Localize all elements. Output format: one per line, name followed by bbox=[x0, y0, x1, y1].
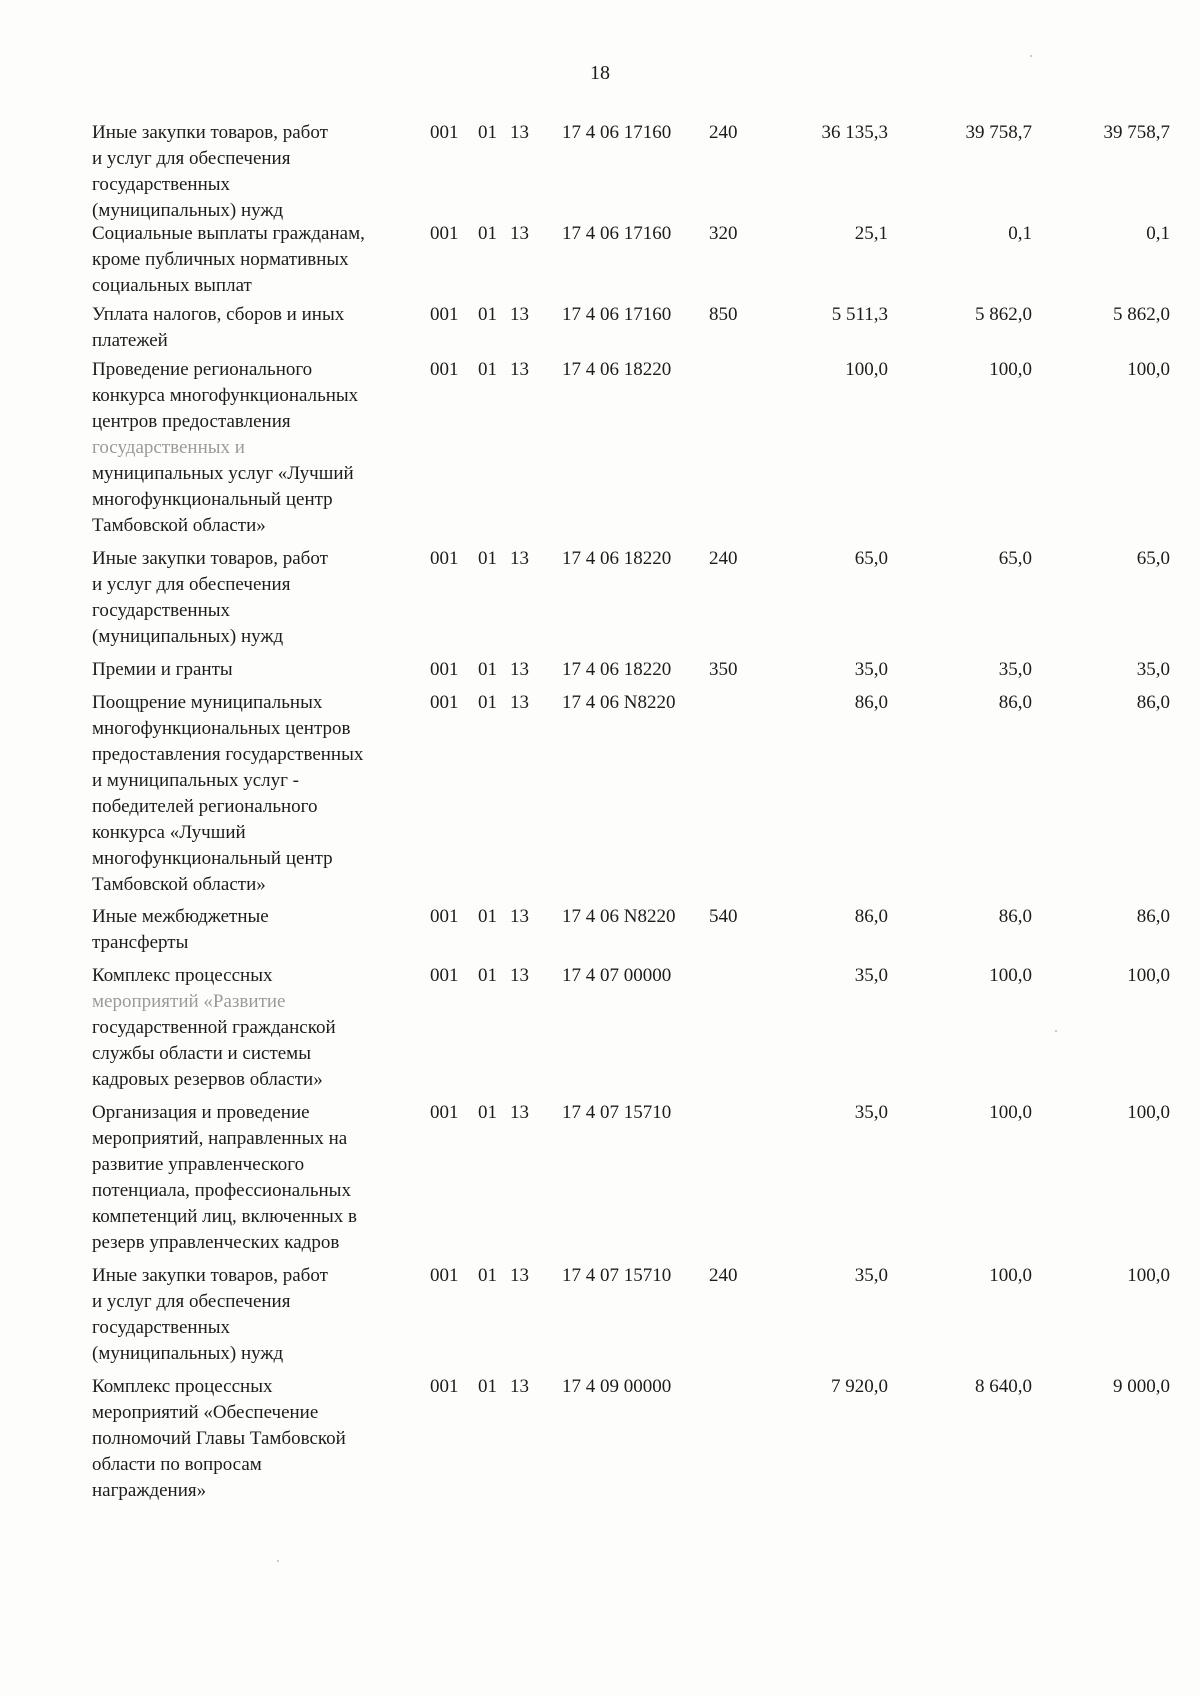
target-article-code: 17 4 06 18220 bbox=[562, 359, 672, 380]
row-name-line: многофункциональный центр bbox=[92, 489, 333, 510]
expense-type-code: 540 bbox=[709, 906, 738, 927]
section-code: 01 bbox=[478, 1265, 497, 1286]
amount-year-3: 100,0 bbox=[1127, 1102, 1170, 1123]
table-row bbox=[0, 963, 1200, 1100]
ved-code: 001 bbox=[430, 906, 459, 927]
target-article-code: 17 4 06 18220 bbox=[562, 548, 672, 569]
budget-table bbox=[0, 120, 1200, 1510]
amount-year-2: 5 862,0 bbox=[975, 304, 1032, 325]
amount-year-2: 100,0 bbox=[989, 1102, 1032, 1123]
row-name-line: области по вопросам bbox=[92, 1454, 262, 1475]
table-row bbox=[0, 546, 1200, 657]
row-name-line: и муниципальных услуг - bbox=[92, 770, 299, 791]
target-article-code: 17 4 06 17160 bbox=[562, 122, 672, 143]
amount-year-1: 35,0 bbox=[854, 1102, 888, 1123]
scan-speck bbox=[277, 1560, 279, 1562]
amount-year-2: 39 758,7 bbox=[965, 122, 1032, 143]
amount-year-3: 86,0 bbox=[1136, 692, 1170, 713]
section-code: 01 bbox=[478, 692, 497, 713]
amount-year-1: 65,0 bbox=[854, 548, 888, 569]
amount-year-1: 35,0 bbox=[854, 965, 888, 986]
amount-year-3: 65,0 bbox=[1136, 548, 1170, 569]
table-row bbox=[0, 690, 1200, 904]
row-name-cell bbox=[92, 1374, 422, 1504]
amount-year-2: 100,0 bbox=[989, 1265, 1032, 1286]
row-name-cell bbox=[92, 120, 422, 224]
amount-year-2: 65,0 bbox=[998, 548, 1032, 569]
amount-year-1: 36 135,3 bbox=[821, 122, 888, 143]
ved-code: 001 bbox=[430, 304, 459, 325]
subsection-code: 13 bbox=[510, 122, 529, 143]
row-name-cell bbox=[92, 690, 422, 898]
row-name-line: государственных bbox=[92, 1317, 231, 1338]
target-article-code: 17 4 06 N8220 bbox=[562, 906, 676, 927]
row-name-cell bbox=[92, 657, 422, 683]
subsection-code: 13 bbox=[510, 659, 529, 680]
amount-year-1: 35,0 bbox=[854, 659, 888, 680]
subsection-code: 13 bbox=[510, 906, 529, 927]
row-name-line: Проведение регионального bbox=[92, 359, 313, 380]
subsection-code: 13 bbox=[510, 548, 529, 569]
ved-code: 001 bbox=[430, 359, 459, 380]
amount-year-1: 7 920,0 bbox=[831, 1376, 888, 1397]
amount-year-2: 100,0 bbox=[989, 965, 1032, 986]
row-name-line: потенциала, профессиональных bbox=[92, 1180, 351, 1201]
row-name-line: Комплекс процессных bbox=[92, 965, 273, 986]
expense-type-code: 350 bbox=[709, 659, 738, 680]
row-name-line: (муниципальных) нужд bbox=[92, 1343, 284, 1364]
ved-code: 001 bbox=[430, 548, 459, 569]
row-name-line: полномочий Главы Тамбовской bbox=[92, 1428, 346, 1449]
amount-year-2: 86,0 bbox=[998, 906, 1032, 927]
ved-code: 001 bbox=[430, 223, 459, 244]
row-name-line: Поощрение муниципальных bbox=[92, 692, 323, 713]
amount-year-1: 25,1 bbox=[854, 223, 888, 244]
row-name-line: Иные закупки товаров, работ bbox=[92, 122, 328, 143]
row-name-line: конкурса «Лучший bbox=[92, 822, 246, 843]
row-name-line: и услуг для обеспечения bbox=[92, 574, 291, 595]
row-name-line: мероприятий «Развитие bbox=[92, 991, 286, 1012]
amount-year-1: 5 511,3 bbox=[831, 304, 888, 325]
target-article-code: 17 4 07 15710 bbox=[562, 1102, 672, 1123]
row-name-line: конкурса многофункциональных bbox=[92, 385, 359, 406]
row-name-line: многофункциональных центров bbox=[92, 718, 351, 739]
row-name-line: Премии и гранты bbox=[92, 659, 233, 680]
row-name-line: Иные закупки товаров, работ bbox=[92, 548, 328, 569]
row-name-cell bbox=[92, 963, 422, 1093]
row-name-line: Уплата налогов, сборов и иных bbox=[92, 304, 345, 325]
row-name-cell bbox=[92, 1100, 422, 1256]
section-code: 01 bbox=[478, 906, 497, 927]
amount-year-3: 9 000,0 bbox=[1113, 1376, 1170, 1397]
subsection-code: 13 bbox=[510, 359, 529, 380]
row-name-cell bbox=[92, 904, 422, 956]
table-row bbox=[0, 120, 1200, 221]
scan-speck bbox=[1055, 1030, 1057, 1032]
row-name-line: (муниципальных) нужд bbox=[92, 200, 284, 221]
row-name-line: государственной гражданской bbox=[92, 1017, 336, 1038]
row-name-line: муниципальных услуг «Лучший bbox=[92, 463, 354, 484]
row-name-line: Иные закупки товаров, работ bbox=[92, 1265, 328, 1286]
page-number: 18 bbox=[590, 62, 610, 84]
row-name-line: Организация и проведение bbox=[92, 1102, 310, 1123]
target-article-code: 17 4 07 15710 bbox=[562, 1265, 672, 1286]
scan-speck bbox=[1030, 55, 1032, 57]
amount-year-3: 100,0 bbox=[1127, 1265, 1170, 1286]
row-name-line: (муниципальных) нужд bbox=[92, 626, 284, 647]
row-name-line: трансферты bbox=[92, 932, 189, 953]
row-name-line: государственных bbox=[92, 174, 231, 195]
subsection-code: 13 bbox=[510, 1102, 529, 1123]
amount-year-3: 35,0 bbox=[1136, 659, 1170, 680]
row-name-line: кадровых резервов области» bbox=[92, 1069, 323, 1090]
ved-code: 001 bbox=[430, 122, 459, 143]
amount-year-3: 100,0 bbox=[1127, 359, 1170, 380]
row-name-line: службы области и системы bbox=[92, 1043, 311, 1064]
amount-year-3: 0,1 bbox=[1146, 223, 1170, 244]
row-name-line: и услуг для обеспечения bbox=[92, 148, 291, 169]
table-row bbox=[0, 1263, 1200, 1374]
section-code: 01 bbox=[478, 965, 497, 986]
section-code: 01 bbox=[478, 223, 497, 244]
ved-code: 001 bbox=[430, 659, 459, 680]
amount-year-1: 35,0 bbox=[854, 1265, 888, 1286]
table-row bbox=[0, 357, 1200, 546]
expense-type-code: 240 bbox=[709, 1265, 738, 1286]
target-article-code: 17 4 09 00000 bbox=[562, 1376, 672, 1397]
target-article-code: 17 4 06 17160 bbox=[562, 223, 672, 244]
amount-year-2: 100,0 bbox=[989, 359, 1032, 380]
amount-year-1: 86,0 bbox=[854, 906, 888, 927]
row-name-line: мероприятий, направленных на bbox=[92, 1128, 348, 1149]
row-name-line: Иные межбюджетные bbox=[92, 906, 269, 927]
amount-year-2: 0,1 bbox=[1008, 223, 1032, 244]
row-name-line: Комплекс процессных bbox=[92, 1376, 273, 1397]
target-article-code: 17 4 06 17160 bbox=[562, 304, 672, 325]
row-name-line: кроме публичных нормативных bbox=[92, 249, 349, 270]
amount-year-2: 8 640,0 bbox=[975, 1376, 1032, 1397]
row-name-line: центров предоставления bbox=[92, 411, 291, 432]
amount-year-2: 35,0 bbox=[998, 659, 1032, 680]
row-name-line: победителей регионального bbox=[92, 796, 318, 817]
expense-type-code: 850 bbox=[709, 304, 738, 325]
amount-year-1: 100,0 bbox=[845, 359, 888, 380]
row-name-line: Социальные выплаты гражданам, bbox=[92, 223, 365, 244]
section-code: 01 bbox=[478, 304, 497, 325]
row-name-line: предоставления государственных bbox=[92, 744, 364, 765]
row-name-line: развитие управленческого bbox=[92, 1154, 305, 1175]
table-row bbox=[0, 1374, 1200, 1510]
amount-year-3: 5 862,0 bbox=[1113, 304, 1170, 325]
row-name-line: платежей bbox=[92, 330, 168, 351]
expense-type-code: 240 bbox=[709, 548, 738, 569]
target-article-code: 17 4 06 18220 bbox=[562, 659, 672, 680]
row-name-cell bbox=[92, 302, 422, 354]
row-name-line: Тамбовской области» bbox=[92, 874, 266, 895]
ved-code: 001 bbox=[430, 1102, 459, 1123]
subsection-code: 13 bbox=[510, 304, 529, 325]
amount-year-2: 86,0 bbox=[998, 692, 1032, 713]
ved-code: 001 bbox=[430, 1376, 459, 1397]
ved-code: 001 bbox=[430, 1265, 459, 1286]
row-name-line: награждения» bbox=[92, 1480, 207, 1501]
subsection-code: 13 bbox=[510, 223, 529, 244]
section-code: 01 bbox=[478, 548, 497, 569]
amount-year-3: 100,0 bbox=[1127, 965, 1170, 986]
table-row bbox=[0, 904, 1200, 963]
subsection-code: 13 bbox=[510, 965, 529, 986]
table-row bbox=[0, 221, 1200, 302]
row-name-cell bbox=[92, 221, 422, 299]
amount-year-3: 39 758,7 bbox=[1103, 122, 1170, 143]
amount-year-1: 86,0 bbox=[854, 692, 888, 713]
row-name-line: государственных bbox=[92, 600, 231, 621]
table-row bbox=[0, 657, 1200, 690]
target-article-code: 17 4 06 N8220 bbox=[562, 692, 676, 713]
ved-code: 001 bbox=[430, 692, 459, 713]
row-name-line: резерв управленческих кадров bbox=[92, 1232, 340, 1253]
row-name-line: компетенций лиц, включенных в bbox=[92, 1206, 357, 1227]
section-code: 01 bbox=[478, 1102, 497, 1123]
row-name-line: многофункциональный центр bbox=[92, 848, 333, 869]
section-code: 01 bbox=[478, 659, 497, 680]
table-row bbox=[0, 1100, 1200, 1263]
subsection-code: 13 bbox=[510, 1265, 529, 1286]
expense-type-code: 320 bbox=[709, 223, 738, 244]
table-row bbox=[0, 302, 1200, 357]
ved-code: 001 bbox=[430, 965, 459, 986]
row-name-line: государственных и bbox=[92, 437, 245, 458]
row-name-cell bbox=[92, 1263, 422, 1367]
row-name-cell bbox=[92, 546, 422, 650]
section-code: 01 bbox=[478, 359, 497, 380]
row-name-line: мероприятий «Обеспечение bbox=[92, 1402, 319, 1423]
row-name-line: и услуг для обеспечения bbox=[92, 1291, 291, 1312]
section-code: 01 bbox=[478, 122, 497, 143]
subsection-code: 13 bbox=[510, 692, 529, 713]
target-article-code: 17 4 07 00000 bbox=[562, 965, 672, 986]
row-name-line: Тамбовской области» bbox=[92, 515, 266, 536]
row-name-line: социальных выплат bbox=[92, 275, 252, 296]
section-code: 01 bbox=[478, 1376, 497, 1397]
subsection-code: 13 bbox=[510, 1376, 529, 1397]
expense-type-code: 240 bbox=[709, 122, 738, 143]
row-name-cell bbox=[92, 357, 422, 539]
amount-year-3: 86,0 bbox=[1136, 906, 1170, 927]
